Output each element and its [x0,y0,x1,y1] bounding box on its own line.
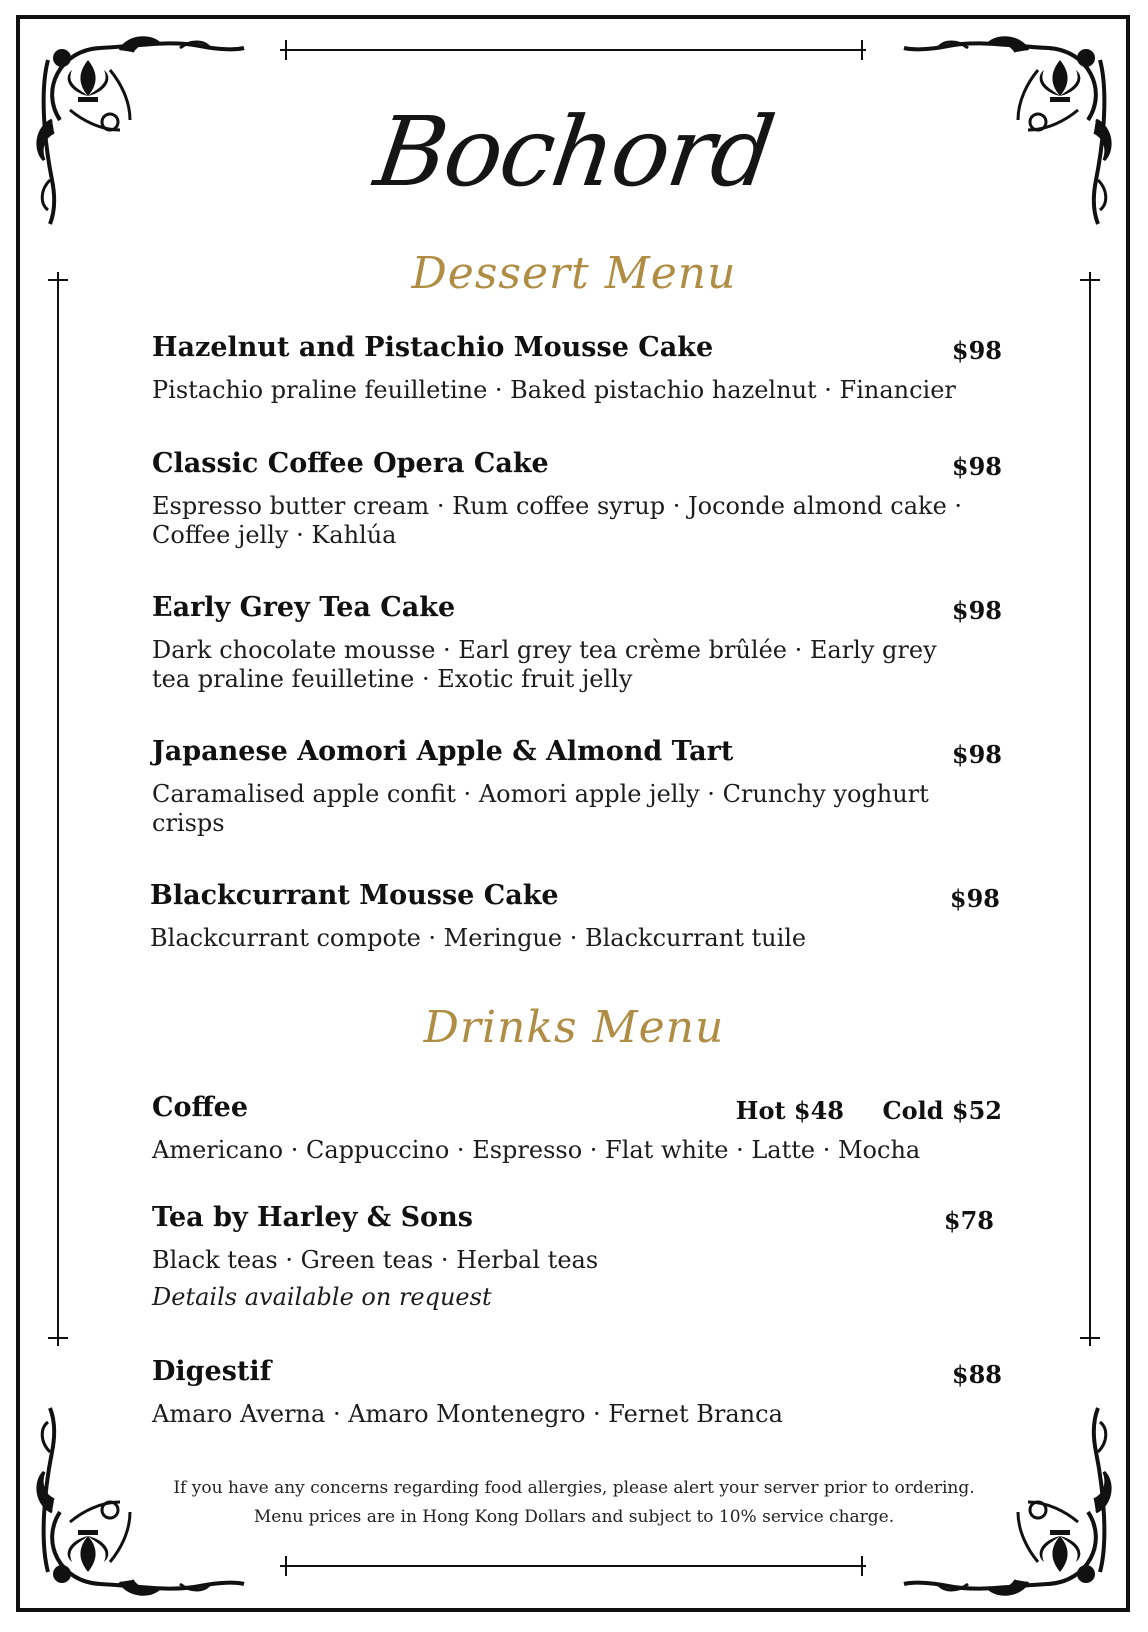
item-price: $88 [951,1360,1002,1389]
menu-item [150,880,1000,953]
brand-logo: Bochord [368,96,780,208]
item-name: Japanese Aomori Apple & Almond Tart [152,736,734,767]
item-description: Caramalised apple confit · Aomori apple jelly · Crunchy yoghurt crisps [152,780,929,837]
item-description: Black teas · Green teas · Herbal teas [152,1246,599,1274]
item-price: $78 [943,1206,994,1235]
menu-item [152,332,1002,405]
item-description: Blackcurrant compote · Meringue · Blackcurrant tuile [150,924,807,952]
footer-notes [0,1474,1148,1532]
item-name: Blackcurrant Mousse Cake [150,880,559,911]
item-name: Early Grey Tea Cake [152,592,456,623]
item-name: Coffee [152,1092,249,1123]
item-price: $98 [949,884,1000,913]
item-description: Pistachio praline feuilletine · Baked pistachio hazelnut · Financier [152,376,956,404]
item-description: Dark chocolate mousse · Earl grey tea crème brûlée · Early grey tea praline feuilletine · Exotic fruit jelly [152,636,937,693]
item-name: Tea by Harley & Sons [152,1202,473,1233]
item-price: $98 [951,596,1002,625]
item-price: $98 [951,452,1002,481]
service-charge-notice: Menu prices are in Hong Kong Dollars and subject to 10% service charge. [253,1507,895,1527]
item-name: Classic Coffee Opera Cake [152,448,549,479]
item-description: Espresso butter cream · Rum coffee syrup · Joconde almond cake · Coffee jelly · Kahlúa [152,492,963,549]
drinks-menu-title: Drinks Menu [423,1002,725,1053]
item-price-hot: Hot $48 [735,1096,844,1125]
item-description: Americano · Cappuccino · Espresso · Flat white · Latte · Mocha [152,1136,921,1164]
menu-item-tea [152,1202,1002,1312]
allergy-notice: If you have any concerns regarding food allergies, please alert your server prior to ordering. [173,1478,975,1498]
item-description: Amaro Averna · Amaro Montenegro · Fernet Branca [152,1400,783,1428]
menu-item [152,448,1002,550]
item-name: Digestif [152,1356,272,1387]
item-note: Details available on request [152,1283,492,1311]
menu-item [152,592,1002,694]
item-price-cold: Cold $52 [882,1096,1002,1125]
menu-item [152,736,1002,838]
item-price: $98 [951,740,1002,769]
menu-item-coffee [152,1092,1002,1165]
dessert-menu-title: Dessert Menu [411,248,737,299]
menu-item-digestif [152,1356,1002,1429]
item-name: Hazelnut and Pistachio Mousse Cake [152,332,714,363]
item-price: $98 [951,336,1002,365]
